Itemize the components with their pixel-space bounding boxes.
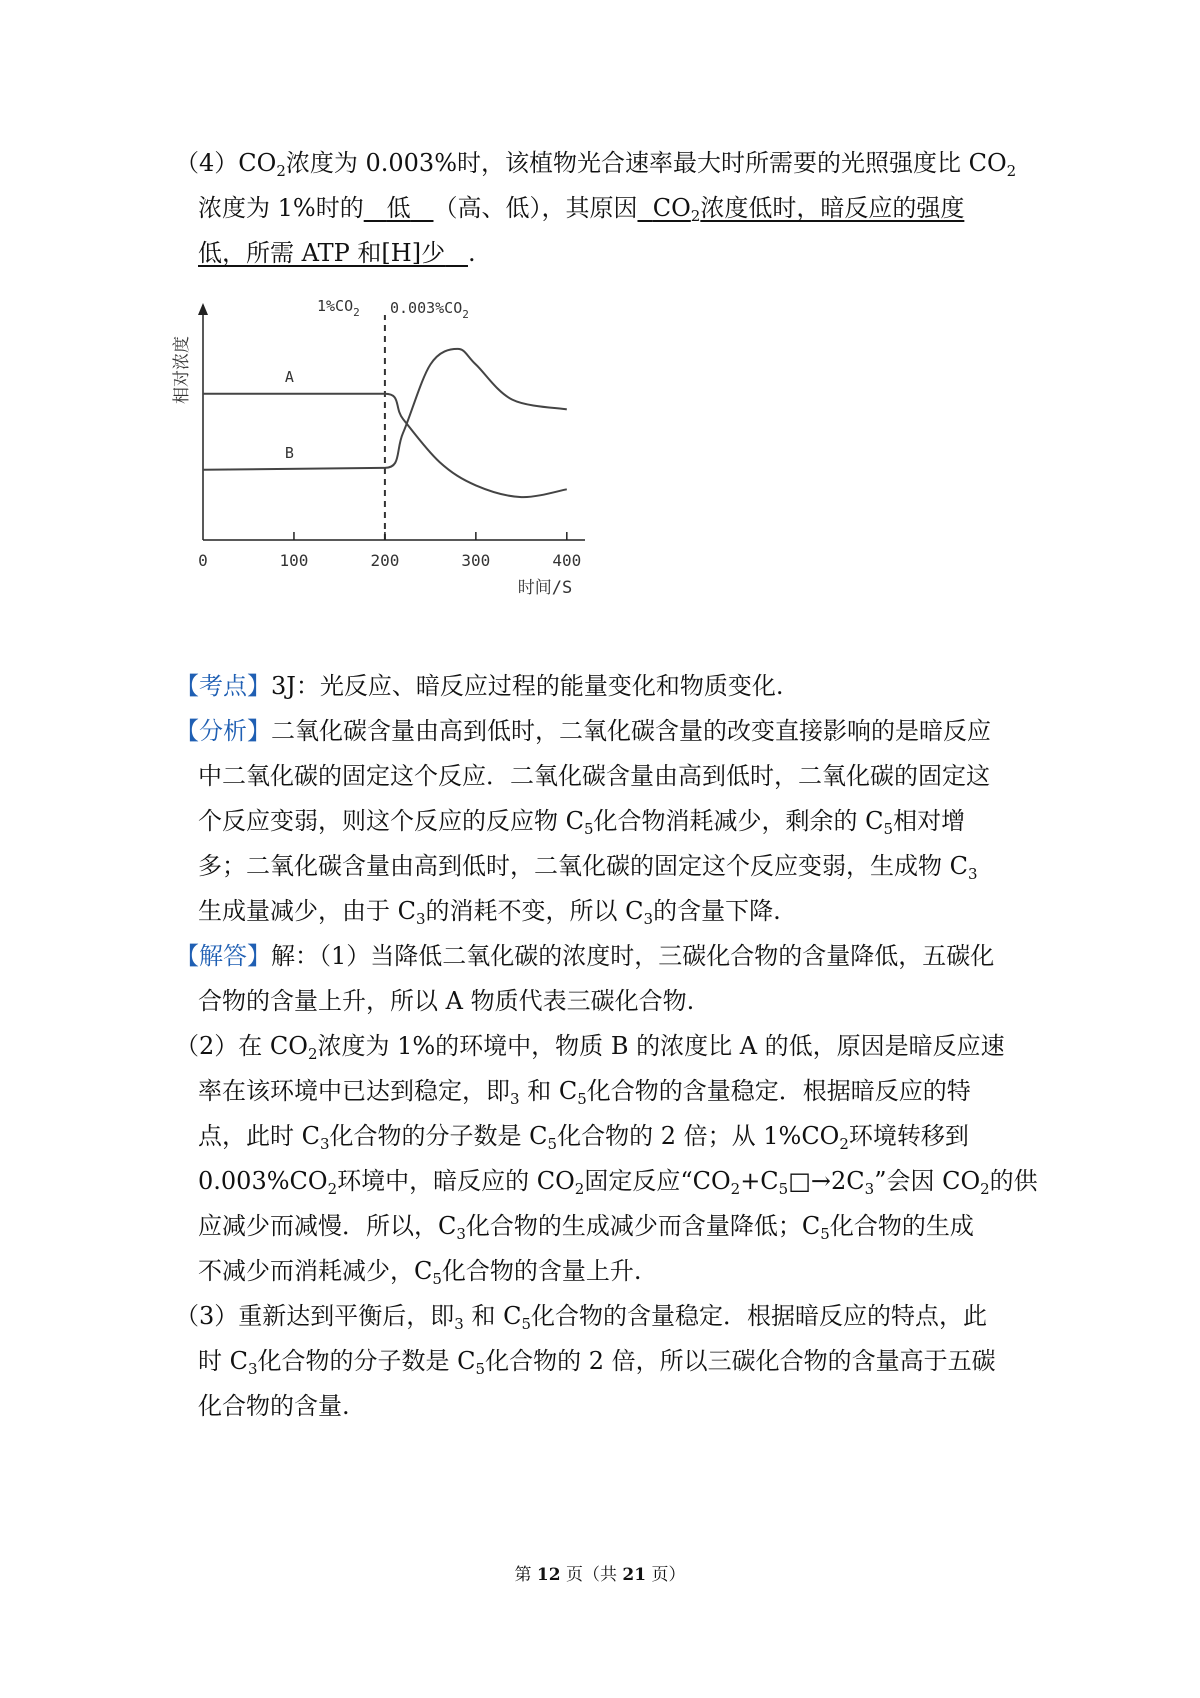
fenxi-line-4: 多；二氧化碳含量由高到低时，二氧化碳的固定这个反应变弱，生成物 $C_3$ xyxy=(198,852,978,883)
x-tick-label: 400 xyxy=(552,551,582,570)
y-axis-arrow xyxy=(198,303,208,315)
chart-axes xyxy=(198,303,585,540)
part2-line-5: 应减少而减慢．所以，$C_3$化合物的生成减少而含量降低；$C_5$化合物的生成 xyxy=(198,1212,974,1243)
fenxi-line-2: 中二氧化碳的固定这个反应．二氧化碳含量由高到低时，二氧化碳的固定这 xyxy=(198,762,990,790)
page-footer: 第 12 页（共 21 页） xyxy=(514,1565,686,1585)
part2-line-4: $0.003\%CO_2$环境中，暗反应的 $CO_2$固定反应“$CO_2+C_5□\to 2C_3$”会因 $CO_2$的供 xyxy=(198,1167,1038,1198)
answer-blank-2: $CO_2$浓度低时，暗反应的强度 xyxy=(652,194,965,225)
jieda-line-2: 合物的含量上升，所以 A 物质代表三碳化合物. xyxy=(198,987,695,1015)
jieda-line-1: 【解答】解：（1）当降低二氧化碳的浓度时，三碳化合物的含量降低，五碳化 xyxy=(175,942,995,970)
jieda-tag: 【解答】 xyxy=(175,942,271,970)
kaodian-line: 【考点】3J：光反应、暗反应过程的能量变化和物质变化. xyxy=(175,672,784,700)
co2-label-low: $0.003\%CO_2$ xyxy=(390,299,469,321)
x-axis-label: 时间/S xyxy=(517,578,573,598)
part3-line-3: 化合物的含量. xyxy=(198,1392,350,1420)
co2-label-high: $1\%CO_2$ xyxy=(317,297,360,319)
chart-ticks xyxy=(198,532,581,570)
concentration-chart xyxy=(172,295,635,615)
q4-line-1: $(4)CO_2$浓度为 0.003%时，该植物光合速率最大时所需要的光照强度比 $CO_2$ xyxy=(175,149,1017,180)
fenxi-line-3: 个反应变弱，则这个反应的反应物 $C_5$化合物消耗减少，剩余的 $C_5$相对增 xyxy=(198,807,966,838)
x-tick-label: 0 xyxy=(198,551,208,570)
fenxi-tag: 【分析】 xyxy=(175,717,271,745)
part2-line-3: 点，此时 $C_3$化合物的分子数是 $C_5$化合物的 2 倍；从 $1\%CO_2$环境转移到 xyxy=(198,1122,969,1153)
x-tick-label: 100 xyxy=(279,551,309,570)
kaodian-tag: 【考点】 xyxy=(175,672,271,700)
part2-line-6: 不减少而消耗减少，$C_5$化合物的含量上升. xyxy=(198,1257,642,1288)
x-tick-label: 200 xyxy=(370,551,400,570)
page-total: 21 xyxy=(622,1565,647,1585)
q4-line-3: 低，所需 ATP 和[H]少 . xyxy=(198,239,476,267)
fenxi-line-1: 【分析】二氧化碳含量由高到低时，二氧化碳含量的改变直接影响的是暗反应 xyxy=(175,717,991,745)
x-tick-label: 300 xyxy=(461,551,491,570)
part3-line-1: （3）重新达到平衡后，即$_3$ 和 $C_5$化合物的含量稳定．根据暗反应的特点，此 xyxy=(175,1302,988,1333)
part2-line-1: （2）在 $CO_2$浓度为 1%的环境中，物质 B 的浓度比 A 的低，原因是暗反应速 xyxy=(175,1032,1005,1063)
y-axis-label: 相对浓度 xyxy=(172,336,192,404)
answer-blank-1: 低 xyxy=(386,194,411,222)
q4-line-2: 浓度为 1%时的 低 （高、低），其原因 $CO_2$浓度低时，暗反应的强度 xyxy=(198,194,965,225)
part2-line-2: 率在该环境中已达到稳定，即$_3$ 和 $C_5$化合物的含量稳定．根据暗反应的特 xyxy=(198,1077,971,1108)
part3-line-2: 时 $C_3$化合物的分子数是 $C_5$化合物的 2 倍，所以三碳化合物的含量高于五碳 xyxy=(198,1347,996,1378)
answer-blank-2-cont: 低，所需 ATP 和[H]少 xyxy=(198,239,446,267)
series-label-a: A xyxy=(284,367,294,386)
page-number: 12 xyxy=(536,1565,561,1585)
series-label-b: B xyxy=(284,443,294,462)
fenxi-line-5: 生成量减少，由于 $C_3$的消耗不变，所以 $C_3$的含量下降. xyxy=(198,897,781,928)
